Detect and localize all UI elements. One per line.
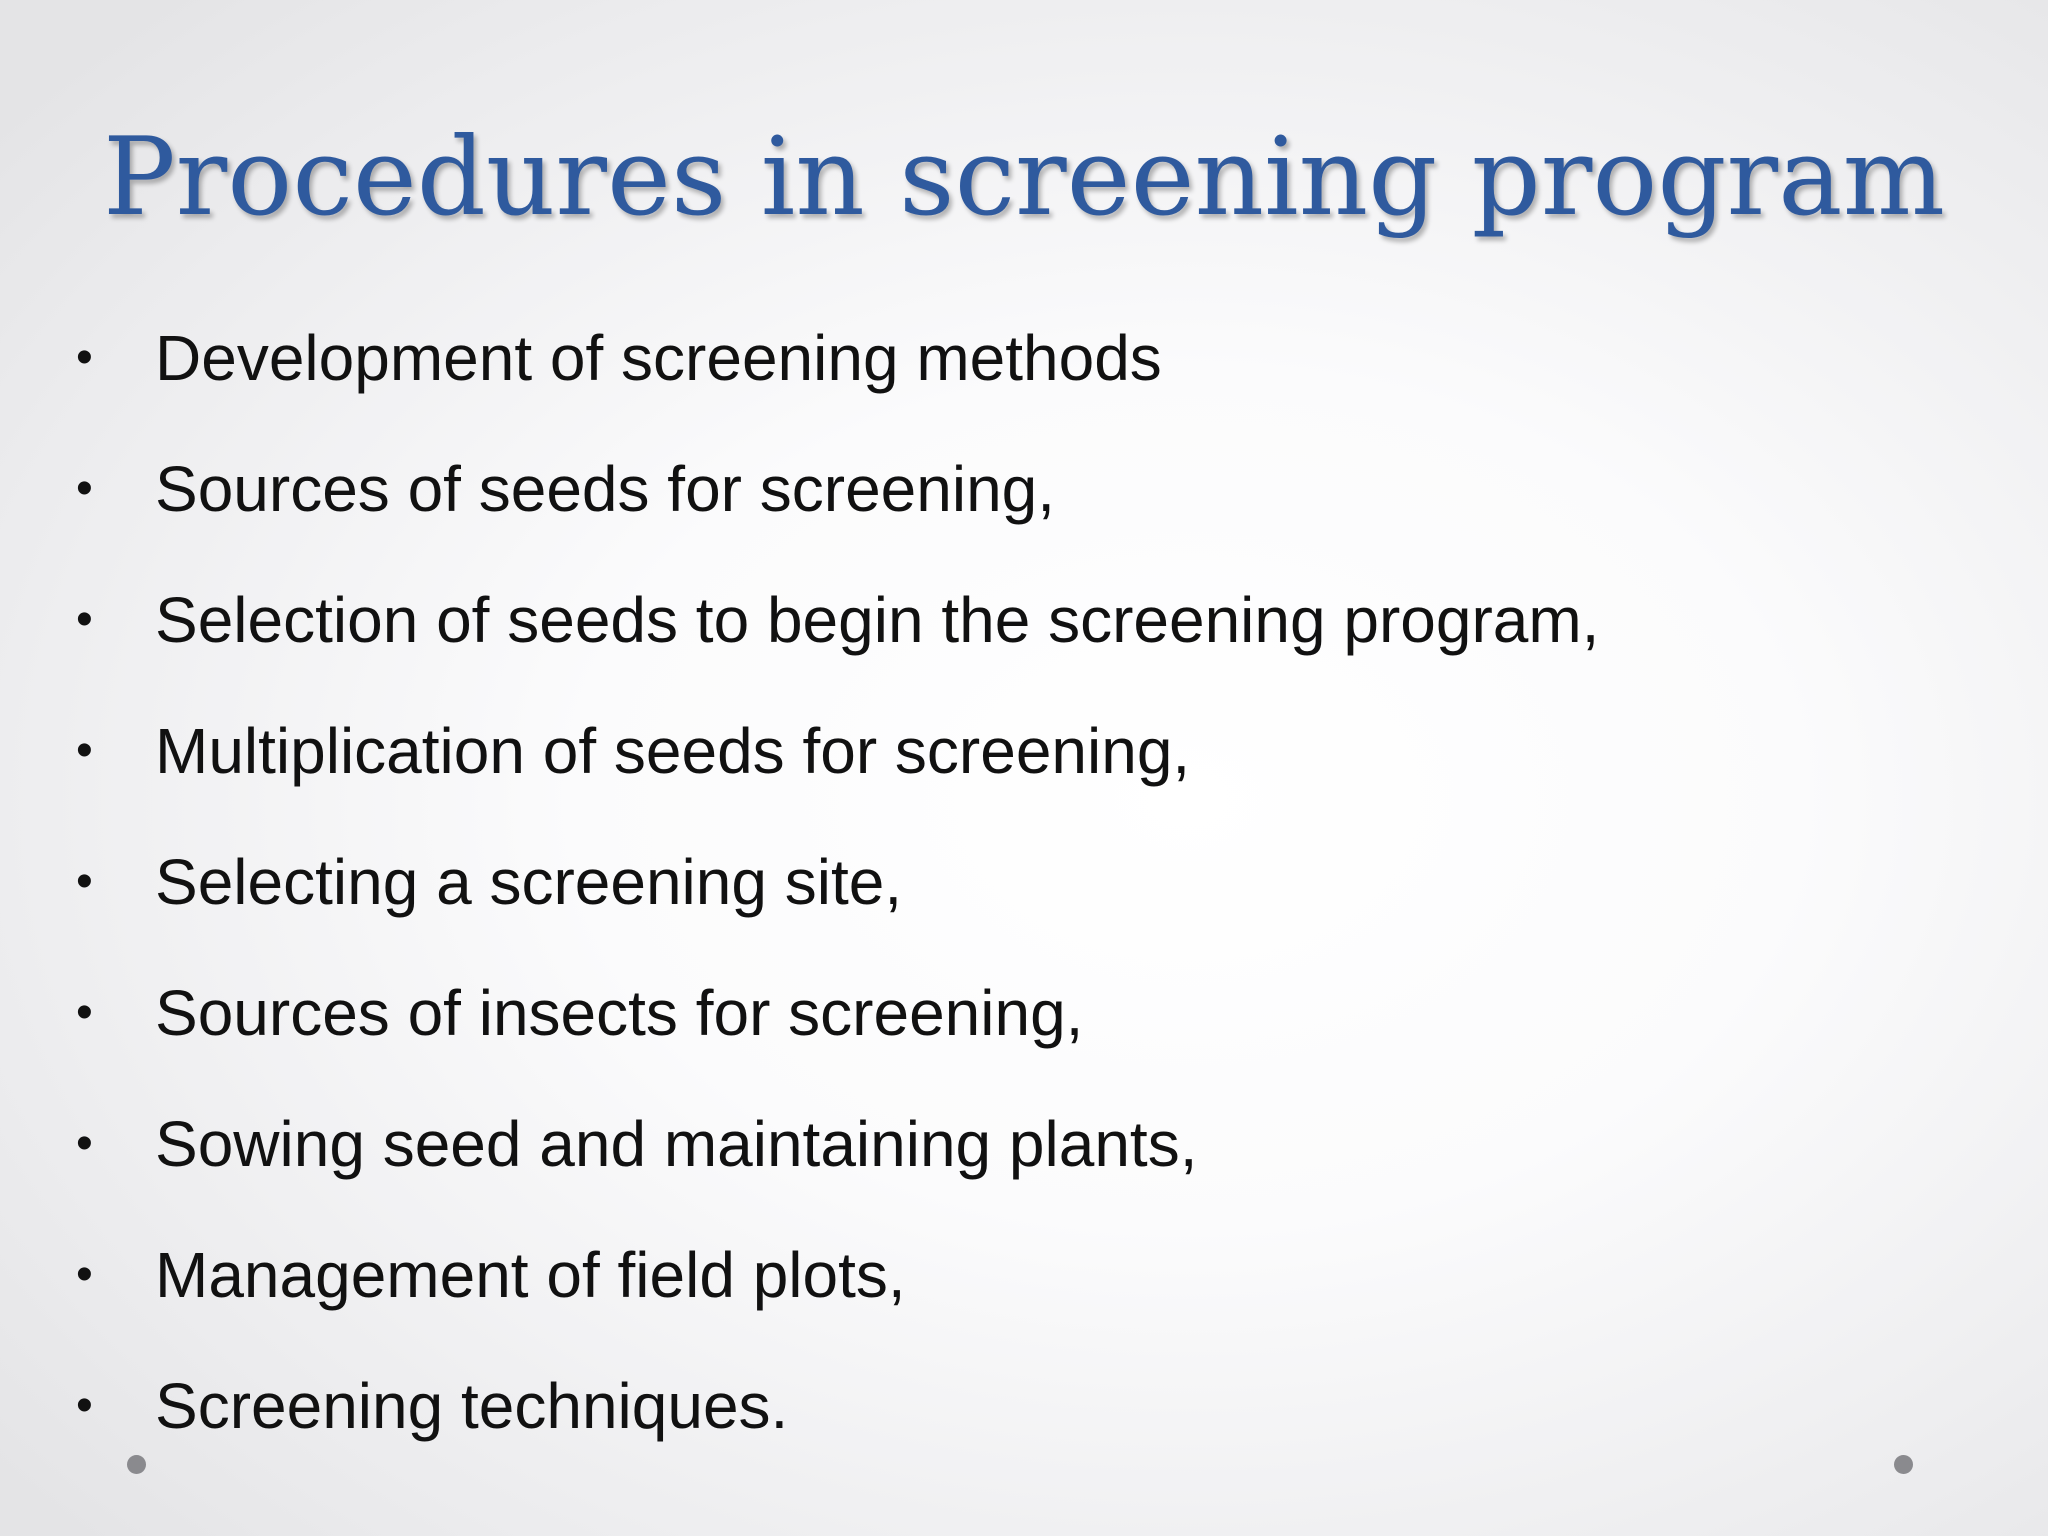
- bullet-text: Selecting a screening site,: [155, 846, 903, 918]
- corner-dot-icon: [127, 1455, 146, 1474]
- bullet-dot-icon: •: [76, 855, 93, 908]
- bullet-text: Selection of seeds to begin the screening program,: [155, 584, 1600, 656]
- bullet-text: Multiplication of seeds for screening,: [155, 715, 1191, 787]
- bullet-dot-icon: •: [76, 331, 93, 384]
- bullet-dot-icon: •: [76, 986, 93, 1039]
- bullet-text: Sources of seeds for screening,: [155, 453, 1056, 525]
- bullet-dot-icon: •: [76, 1379, 93, 1432]
- bullet-text: Sources of insects for screening,: [155, 977, 1084, 1049]
- slide-title: Procedures in screening program: [103, 115, 1945, 240]
- corner-dot-icon: [1894, 1455, 1913, 1474]
- bullet-text: Development of screening methods: [155, 322, 1162, 394]
- bullet-dot-icon: •: [76, 462, 93, 515]
- bullet-dot-icon: •: [76, 1117, 93, 1170]
- bullet-dot-icon: •: [76, 724, 93, 777]
- bullet-text: Screening techniques.: [155, 1370, 789, 1442]
- bullet-dot-icon: •: [76, 593, 93, 646]
- bullet-text: Sowing seed and maintaining plants,: [155, 1108, 1198, 1180]
- bullet-dot-icon: •: [76, 1248, 93, 1301]
- bullet-text: Management of field plots,: [155, 1239, 906, 1311]
